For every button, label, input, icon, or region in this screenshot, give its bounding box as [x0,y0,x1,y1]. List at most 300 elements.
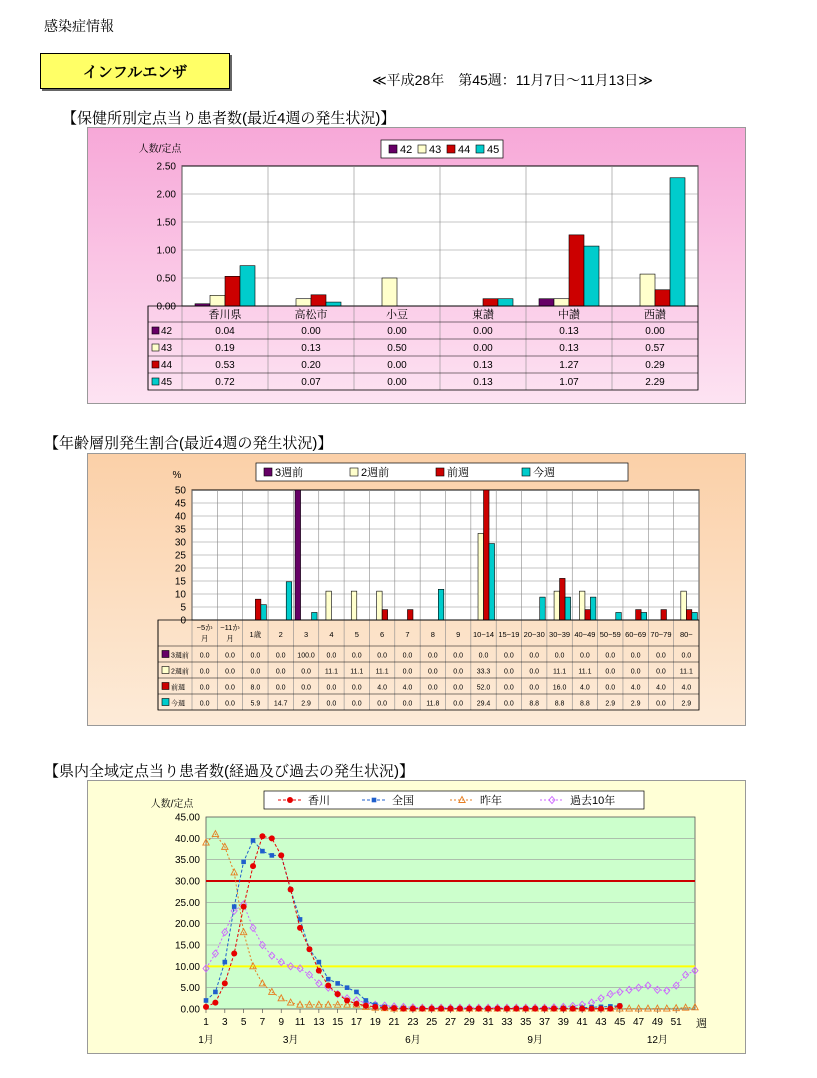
y-tick-label: 45.00 [174,812,200,824]
data-label: 0.0 [225,700,235,708]
data-label: 0.13 [301,343,321,354]
data-label: 0.00 [473,343,493,354]
x-tick-label: 31 [482,1017,494,1028]
marker-square [241,860,246,865]
table-series-name: 42 [161,326,173,337]
y-tick-label: 35 [174,524,186,536]
legend-label: 43 [429,144,442,156]
data-label: 0.0 [580,652,590,660]
marker-circle [222,980,228,986]
x-tick-label: 43 [595,1017,607,1028]
data-label: 0.0 [529,652,540,660]
y-axis-label: 人数/定点 [150,799,194,810]
bar [670,178,685,306]
x-tick-label: 15 [332,1017,344,1028]
category-label: 70~79 [650,630,672,639]
marker-circle [560,1006,566,1012]
marker-circle [231,951,237,957]
y-tick-label: 25.00 [174,897,200,909]
marker-circle [363,1003,369,1009]
x-tick-label: 33 [501,1017,513,1028]
bar [655,290,670,306]
bar [681,591,687,620]
marker-square [204,998,209,1003]
marker-circle [278,852,284,858]
y-tick-label: 2.00 [156,189,176,201]
chart-age [88,454,745,725]
bar [540,597,546,620]
data-label: 0.0 [630,652,641,660]
legend-key [418,145,426,153]
data-label: 0.13 [559,343,579,354]
chart-panel-health-center [87,127,746,404]
data-label: 2.9 [605,700,616,708]
y-axis-label: 人数/定点 [138,144,182,155]
disease-name: インフルエンザ [82,63,188,81]
y-axis-label: % [172,470,182,481]
x-tick-label: 41 [576,1017,588,1028]
bar [692,612,698,620]
x-tick-label: 25 [426,1017,438,1028]
marker-circle [598,1006,604,1012]
marker-circle [288,887,294,893]
month-label: 9月 [527,1035,543,1046]
bar [295,490,301,620]
data-label: 5.9 [250,700,261,708]
chart-health-center [88,128,745,403]
data-label: 0.57 [645,343,665,354]
data-label: 0.0 [504,684,514,692]
marker-circle [372,1004,378,1010]
legend-label: 香川 [308,795,330,807]
chart-panel-trend [87,780,746,1054]
category-label: 1歳 [249,630,262,639]
marker-square [213,990,218,995]
data-label: 4.0 [580,684,590,692]
bar [438,589,444,620]
bar [640,274,655,306]
category-label: 5 [354,630,359,639]
marker-square [354,990,359,995]
y-tick-label: 25 [174,550,186,562]
y-tick-label: 30.00 [174,876,200,888]
data-label: 0.0 [656,668,666,676]
data-label: 0.0 [402,700,413,708]
legend-label: 2週前 [361,467,390,479]
week-range: ≪平成28年 第45週：11月7日～11月13日≫ [372,72,653,88]
chart-panel-age [87,453,746,726]
legend-key [264,468,272,476]
marker-circle [579,1006,585,1012]
bar [377,591,383,620]
legend-key [350,468,358,476]
x-tick-label: 21 [388,1017,400,1028]
y-tick-label: 45 [174,498,186,510]
data-label: 0.0 [351,684,362,692]
x-tick-label: 13 [313,1017,325,1028]
data-label: 0.53 [215,360,235,371]
bar [554,591,560,620]
marker-circle [513,1006,519,1012]
category-label: ~5か [196,623,213,632]
category-label: 香川県 [208,309,242,321]
data-label: 0.0 [250,652,261,660]
bar [686,610,692,620]
bar [478,533,484,620]
bar [498,299,513,306]
bar [311,295,326,306]
data-label: 0.00 [301,326,321,337]
chart-trend [88,781,745,1053]
table-legend-key [152,378,159,385]
bar [407,610,413,620]
bar [590,597,596,620]
category-label: 中讃 [558,309,580,321]
data-label: 4.0 [377,684,387,692]
category-label: 10~14 [472,630,495,639]
x-tick-label: 39 [557,1017,569,1028]
data-label: 11.1 [553,668,567,676]
disease-title-box [40,53,230,89]
data-label: 4.0 [681,684,692,692]
data-label: 0.00 [645,326,665,337]
data-label: 0.0 [326,700,337,708]
legend-label: 45 [487,144,500,156]
data-label: 0.0 [453,700,464,708]
data-label: 11.1 [324,668,338,676]
marker-circle [297,925,303,931]
marker-circle [495,1006,501,1012]
data-label: 0.04 [215,326,235,337]
legend-key [389,145,397,153]
data-label: 1.07 [559,377,579,388]
data-label: 0.0 [605,668,616,676]
x-tick-label: 51 [670,1017,682,1028]
y-tick-label: 0.00 [180,1004,200,1016]
marker-circle [269,835,275,841]
data-label: 0.13 [473,360,493,371]
marker-circle [476,1006,482,1012]
data-label: 0.0 [656,652,666,660]
bar [326,591,332,620]
marker-circle [391,1005,397,1011]
legend-label: 昨年 [480,795,502,807]
data-label: 0.0 [605,684,616,692]
table-legend-key [162,667,169,674]
y-tick-label: 2.50 [156,161,176,173]
data-label: 0.0 [504,700,514,708]
x-tick-label: 29 [463,1017,475,1028]
data-label: 0.0 [225,684,235,692]
marker-circle [551,1006,557,1012]
x-tick-label: 37 [538,1017,551,1028]
data-label: 16.0 [552,684,567,692]
bar [636,610,642,620]
data-label: 0.13 [473,377,493,388]
table-series-name: 43 [161,343,173,354]
category-label: ~11か [220,623,240,632]
x-tick-label: 19 [369,1017,381,1028]
month-label: 3月 [282,1035,299,1046]
marker-circle [419,1006,425,1012]
data-label: 2.9 [630,700,641,708]
data-label: 0.0 [605,652,616,660]
data-label: 14.7 [273,700,288,708]
month-label: 12月 [646,1035,668,1046]
marker-square [326,977,331,982]
bar [382,278,397,306]
data-label: 29.4 [476,700,491,708]
legend-label: 今週 [533,467,555,479]
legend-label: 3週前 [275,467,304,479]
bar [351,591,357,620]
y-tick-label: 0.50 [156,273,176,285]
marker-circle [287,797,293,803]
y-tick-label: 20 [174,563,186,575]
data-label: 0.0 [351,700,362,708]
marker-circle [448,1006,454,1012]
table-series-name: 前週 [171,684,185,692]
marker-square [372,798,377,803]
data-label: 0.0 [427,668,438,676]
marker-circle [466,1006,472,1012]
section-title-age: 【年齢層別発生割合(最近4週の発生状況)】 [44,435,333,452]
marker-square [364,998,369,1003]
data-label: 0.00 [473,326,493,337]
table-legend-key [162,683,169,690]
data-label: 0.0 [199,668,210,676]
x-tick-label: 3 [222,1017,228,1028]
marker-square [270,853,275,858]
marker-square [251,838,256,843]
marker-circle [617,1003,623,1009]
table-series-name: 2週前 [171,668,189,676]
x-tick-label: 9 [278,1017,285,1028]
marker-circle [410,1006,416,1012]
bar [225,276,240,306]
table-series-name: 45 [161,377,173,388]
category-label: 2 [278,630,283,639]
x-tick-label: 47 [633,1017,645,1028]
marker-circle [241,904,247,910]
category-label: 15~19 [498,630,520,639]
data-label: 0.0 [478,652,489,660]
bar [616,612,622,620]
y-tick-label: 30 [174,537,186,549]
marker-circle [306,946,312,952]
x-tick-label: 27 [444,1017,457,1028]
data-label: 0.0 [199,652,210,660]
x-tick-label: 35 [520,1017,532,1028]
data-label: 0.0 [504,652,514,660]
x-tick-label: 5 [240,1017,247,1028]
data-label: 2.9 [681,700,692,708]
data-label: 0.0 [504,668,514,676]
table-legend-key [152,327,159,334]
data-label: 0.50 [387,343,407,354]
category-label: 7 [405,630,410,639]
data-label: 0.0 [275,652,286,660]
data-label: 0.72 [215,377,235,388]
marker-circle [344,997,350,1003]
data-label: 100.0 [297,652,315,660]
marker-circle [570,1006,576,1012]
marker-square [345,985,350,990]
marker-circle [457,1006,463,1012]
y-tick-label: 15.00 [174,940,200,952]
data-label: 0.0 [250,668,261,676]
marker-circle [589,1006,595,1012]
legend-key [436,468,444,476]
data-label: 0.0 [656,700,666,708]
table-series-name: 44 [161,360,173,371]
y-tick-label: 1.00 [156,245,176,257]
y-tick-label: 35.00 [174,855,200,867]
bar [240,266,255,306]
data-label: 0.0 [301,684,311,692]
data-label: 0.07 [301,377,321,388]
data-label: 8.8 [554,700,565,708]
category-label: 月 [200,634,209,643]
data-label: 8.0 [250,684,261,692]
data-label: 0.0 [453,684,464,692]
table-legend-key [152,344,159,351]
x-tick-label: 17 [350,1017,363,1028]
data-label: 0.0 [199,700,210,708]
data-label: 0.29 [645,360,665,371]
marker-circle [504,1006,510,1012]
marker-circle [542,1006,548,1012]
table-series-name: 3週前 [171,652,189,660]
category-label: 30~39 [549,630,571,639]
y-tick-label: 0.00 [156,301,176,313]
month-label: 1月 [198,1035,214,1046]
marker-circle [438,1006,444,1012]
y-tick-label: 40.00 [174,833,200,845]
marker-square [317,960,322,965]
data-label: 0.19 [215,343,235,354]
marker-circle [250,863,256,869]
x-tick-label: 1 [203,1017,209,1028]
data-label: 0.20 [301,360,321,371]
y-tick-label: 10.00 [174,961,200,973]
y-tick-label: 0 [180,615,186,627]
category-label: 4 [329,630,334,639]
marker-circle [335,991,341,997]
x-axis-label: 週 [696,1018,707,1030]
legend-key [476,145,484,153]
marker-circle [523,1006,529,1012]
bar [554,299,569,306]
y-tick-label: 15 [174,576,186,588]
marker-circle [325,983,331,989]
category-label: 9 [456,630,461,639]
y-tick-label: 1.50 [156,217,176,229]
data-label: 52.0 [476,684,491,692]
table-legend-key [162,699,169,706]
bar [584,246,599,306]
legend-key [522,468,530,476]
category-label: 80~ [679,630,693,639]
bar [483,299,498,306]
x-tick-label: 11 [294,1017,306,1028]
category-label: 高松市 [294,309,328,321]
plot-area [206,817,695,1009]
bar [255,599,261,620]
data-label: 8.8 [580,700,590,708]
marker-circle [212,1000,218,1006]
bar [579,591,585,620]
y-tick-label: 5 [180,602,186,614]
section-title-health-center: 【保健所別定点当り患者数(最近4週の発生状況)】 [62,110,396,127]
data-label: 4.0 [630,684,641,692]
data-label: 0.0 [275,684,286,692]
marker-circle [382,1005,388,1011]
table-legend-key [152,361,159,368]
page-header: 感染症情報 [44,18,114,34]
marker-circle [429,1006,435,1012]
data-label: 0.00 [387,326,407,337]
y-tick-label: 10 [174,589,186,601]
legend-label: 44 [458,144,471,156]
month-label: 6月 [405,1035,421,1046]
bar [312,612,318,620]
data-label: 0.0 [402,652,413,660]
x-tick-label: 7 [259,1017,266,1028]
table-series-name: 今週 [171,700,185,708]
data-label: 0.0 [377,700,387,708]
bar [569,235,584,306]
data-label: 0.0 [301,668,311,676]
data-label: 2.9 [301,700,311,708]
bar [210,295,225,306]
marker-circle [485,1006,491,1012]
data-label: 0.0 [326,652,337,660]
marker-circle [259,833,265,839]
bar [382,610,388,620]
bar [489,544,495,620]
category-label: 6 [380,630,385,639]
category-label: 60~69 [625,630,647,639]
bar [560,578,566,620]
data-label: 0.0 [529,668,540,676]
marker-circle [353,1001,359,1007]
marker-circle [203,1004,209,1010]
category-label: 3 [303,630,309,639]
bar [565,597,571,620]
section-title-trend: 【県内全域定点当り患者数(経過及び過去の発生状況)】 [44,763,414,780]
bar [539,299,554,306]
data-label: 11.1 [578,668,592,676]
data-label: 0.0 [275,668,286,676]
data-label: 0.0 [199,684,210,692]
bar [261,605,267,620]
data-label: 11.1 [375,668,389,676]
x-tick-label: 23 [407,1017,419,1028]
table-legend-key [162,651,169,658]
data-label: 0.00 [387,360,407,371]
data-label: 0.0 [681,652,692,660]
marker-square [260,849,265,854]
bar [326,302,341,306]
category-label: 8 [430,630,435,639]
category-label: 月 [226,634,234,643]
data-label: 0.0 [453,668,464,676]
data-label: 33.3 [476,668,491,676]
data-label: 4.0 [656,684,666,692]
data-label: 0.0 [402,668,413,676]
category-label: 小豆 [386,309,408,321]
